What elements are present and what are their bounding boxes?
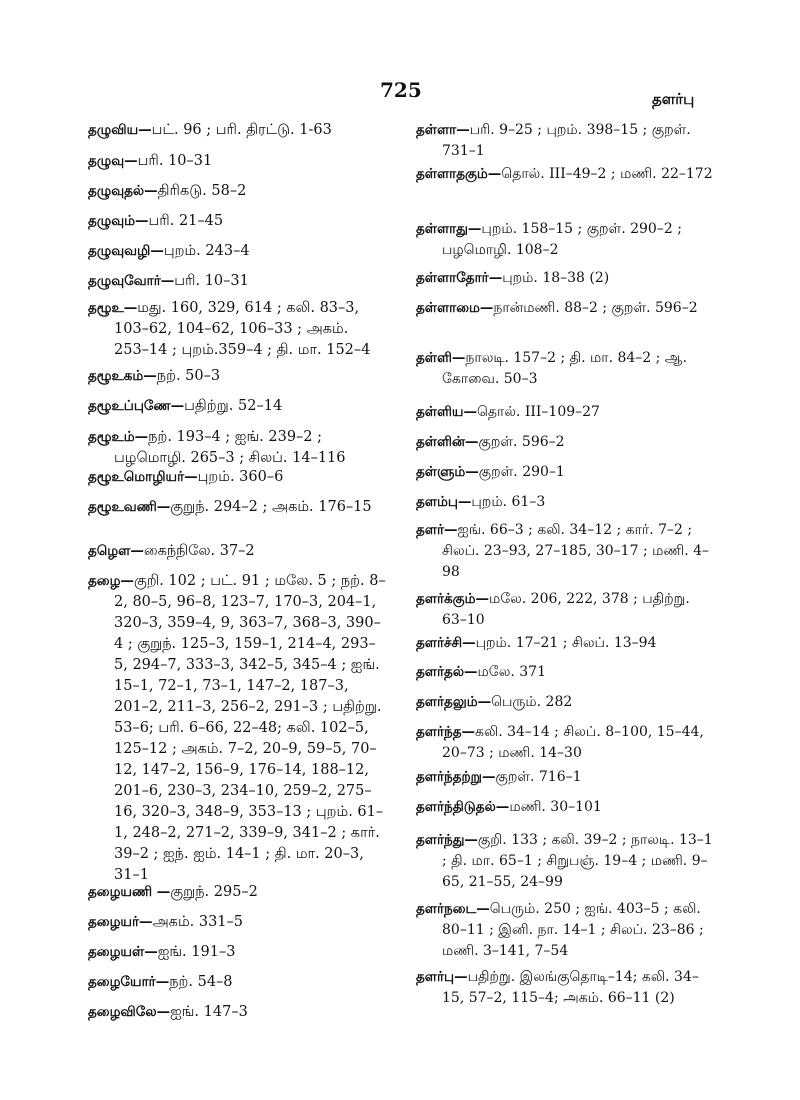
entry-headword: தழூஉகம்— [88,368,157,384]
index-entry [88,972,386,993]
index-entry [416,692,716,713]
entry-headword: தளர்நடை— [416,901,490,917]
entry-headword: தள்ளா— [416,122,470,138]
entry-headword: தழுவுதல்— [88,183,158,199]
entry-references: தொல். III–49–2 ; மணி. 22–172 [501,166,713,182]
entry-references: குறள். 290–1 [478,464,565,480]
index-entry [416,348,716,390]
index-entry [88,541,386,562]
entry-headword: தழையணி — [88,884,171,900]
entry-references: பதிற்று. 52–14 [184,398,283,414]
entry-references: குறி. 102 ; பட். 91 ; மலே. 5 ; நற். 8–2, 80–5, 96–8, 123–7, 170–3, 204–1, 320–3, 359–4, 9, 363–7, 368–3, 390–4 ; குறுந். 125–3, 159–1, 214–4, 293–5, 294–7, 333–3, 342–5, 345–4 ; ஐங். 15–1, 72–1, 73–1, 147–2, 187–3, 201–2, 211–3, 256–2, 291–3 ; பதிற்று. 53–6; பரி. 6–66, 22–48; கலி. 102–5, 125–12 ; அகம். 7–2, 20–9, 59–5, 70–12, 147–2, 156–9, 176–14, 188–12, 201–6, 230–3, 234–10, 259–2, 275–16, 320–3, 348–9, 353–13 ; புறம். 61–1, 248–2, 271–2, 339–9, 341–2 ; கார். 39–2 ; ஐந். ஐம். 14–1 ; தி. மா. 20–3, 31–1 [114,573,386,883]
entry-headword: தழுவுவழி— [88,243,164,259]
index-entry [416,268,716,289]
entry-headword: தளர்பு— [416,969,468,985]
entry-references: குறி. 133 ; கலி. 39–2 ; நாலடி. 13–1 ; தி. மா. 65–1 ; சிறுபஞ். 19–4 ; மணி. 9–65, 21–55, 24–99 [442,832,713,890]
index-entry [88,298,386,361]
index-entry [416,432,716,453]
index-entry [88,1002,386,1023]
entry-headword: தள்ளாமை— [416,300,494,316]
entry-headword: தழை— [88,573,134,589]
entry-references: நாலடி. 157–2 ; தி. மா. 84–2 ; ஆ. கோவை. 50–3 [442,350,687,387]
entry-headword: தளர்க்கும்— [416,591,489,607]
entry-references: மது. 160, 329, 614 ; கலி. 83–3, 103–62, 104–62, 106–33 ; அகம். 253–14 ; புறம்.359–4 ; தி. மா. 152–4 [114,300,371,358]
index-entry [88,942,386,963]
entry-references: கலி. 34–14 ; சிலப். 8–100, 15–44, 20–73 ; மணி. 14–30 [442,724,704,761]
index-entry [88,571,386,886]
entry-headword: தழூஉம்— [88,429,149,445]
entry-references: புறம். 17–21 ; சிலப். 13–94 [475,635,657,651]
entry-references: கைந்நிலே. 37–2 [143,543,255,559]
entry-references: நான்மணி. 88–2 ; குறள். 596–2 [493,300,698,316]
entry-references: புறம். 360–6 [197,469,284,485]
index-entry [88,497,386,518]
index-entry [416,462,716,483]
entry-references: குறள். 716–1 [495,769,582,785]
index-entry [416,899,716,962]
entry-references: மலே. 206, 222, 378 ; பதிற்று. 63–10 [442,591,690,628]
entry-headword: தழையோர்— [88,974,170,990]
entry-headword: தழூஉமொழியர்— [88,469,198,485]
entry-headword: தழையள்— [88,944,158,960]
entry-headword: தள்ளிய— [416,404,477,420]
entry-headword: தளர்ந்திடுதல்— [416,799,510,815]
index-entry [416,402,716,423]
entry-headword: தளர்— [416,522,458,538]
entry-headword: தழுவுவோர்— [88,273,175,289]
entry-references: நற். 54–8 [169,974,233,990]
entry-headword: தளர்தலும்— [416,694,492,710]
index-entry [416,830,716,893]
entry-references: புறம். 158–15 ; குறள். 290–2 ; பழமொழி. 108–2 [442,221,682,258]
index-entry [416,520,716,583]
entry-references: பரி. 10–31 [137,153,213,169]
index-entry [416,589,716,631]
index-entry [88,366,386,387]
entry-headword: தழுவும்— [88,213,149,229]
index-entry [416,492,716,513]
entry-headword: தழைவிலே— [88,1004,171,1020]
index-entry [416,797,716,818]
entry-references: பரி. 21–45 [148,213,224,229]
index-entry [416,662,716,683]
entry-references: பெரும். 250 ; ஐங். 403–5 ; கலி. 80–11 ; இனி. நா. 14–1 ; சிலப். 23–86 ; மணி. 3–141, 7–54 [442,901,704,959]
entry-references: பதிற்று. இலங்குதொடி–14; கலி. 34–15, 57–2, 115–4; அகம். 66–11 (2) [442,969,699,1006]
entry-headword: தள்ளும்— [416,464,479,480]
entry-references: நற். 50–3 [156,368,221,384]
entry-headword: தழையர்— [88,914,153,930]
index-entry [88,396,386,417]
index-entry [88,467,386,488]
index-entry [88,241,386,262]
entry-headword: தள்ளாது— [416,221,482,237]
index-entry [416,219,716,261]
index-entry [88,151,386,172]
index-entry [416,298,716,319]
index-entry [88,211,386,232]
entry-references: ஐங். 66–3 ; கலி. 34–12 ; கார். 7–2 ; சிலப். 23–93, 27–185, 30–17 ; மணி. 4–98 [442,522,710,580]
entry-references: பரி. 9–25 ; புறம். 398–15 ; குறள். 731–1 [442,122,691,159]
entry-headword: தழூஉவணி— [88,499,171,515]
index-entry [416,164,716,185]
entry-headword: தளர்தல்— [416,664,478,680]
index-entry [416,722,716,764]
entry-references: பரி. 10–31 [174,273,249,289]
entry-references: ஐங். 191–3 [157,944,236,960]
entry-references: புறம். 61–3 [471,494,546,510]
entry-references: தொல். III–109–27 [476,404,600,420]
index-entry [88,427,386,469]
entry-headword: தளர்ந்தற்று— [416,769,496,785]
index-entry [88,120,386,141]
entry-headword: தள்ளாதகும்— [416,166,502,182]
entry-references: புறம். 18–38 (2) [502,270,610,286]
entry-headword: தளர்ந்து— [416,832,478,848]
entry-references: ஐங். 147–3 [170,1004,248,1020]
entry-references: மலே. 371 [477,664,546,680]
entry-headword: தளர்ந்த— [416,724,475,740]
index-entry [88,181,386,202]
entry-headword: தழூஉப்புணே— [88,398,185,414]
entry-references: பட். 96 ; பரி. திரட்டு. 1-63 [151,122,332,138]
index-entry [416,967,716,1009]
entry-references: மணி. 30–101 [509,799,602,815]
entry-headword: தளம்பு— [416,494,472,510]
entry-references: குறுந். 295–2 [170,884,258,900]
index-entry [88,271,386,292]
entry-headword: தள்ளின்— [416,434,479,450]
index-entry [416,633,716,654]
entry-references: திரிகடு. 58–2 [157,183,247,199]
entry-headword: தழுவு— [88,153,138,169]
entry-references: குறள். 596–2 [478,434,565,450]
entry-headword: தள்ளாதோர்— [416,270,503,286]
entry-references: பெரும். 282 [491,694,573,710]
entry-references: அகம். 331–5 [152,914,243,930]
entry-headword: தள்ளி— [416,350,466,366]
running-head: தளர்பு [652,90,695,108]
page-number: 725 [380,78,422,102]
entry-references: குறுந். 294–2 ; அகம். 176–15 [170,499,372,515]
index-entry [88,912,386,933]
entry-references: நற். 193–4 ; ஐங். 239–2 ; பழமொழி. 265–3 ; சிலப். 14–116 [114,429,346,466]
entry-headword: தழூஉ— [88,300,138,316]
entry-references: புறம். 243–4 [163,243,250,259]
index-entry [88,882,386,903]
entry-headword: தழுவிய— [88,122,152,138]
entry-headword: தழெள— [88,543,144,559]
index-entry [416,767,716,788]
index-entry [416,120,716,162]
entry-headword: தளர்ச்சி— [416,635,476,651]
